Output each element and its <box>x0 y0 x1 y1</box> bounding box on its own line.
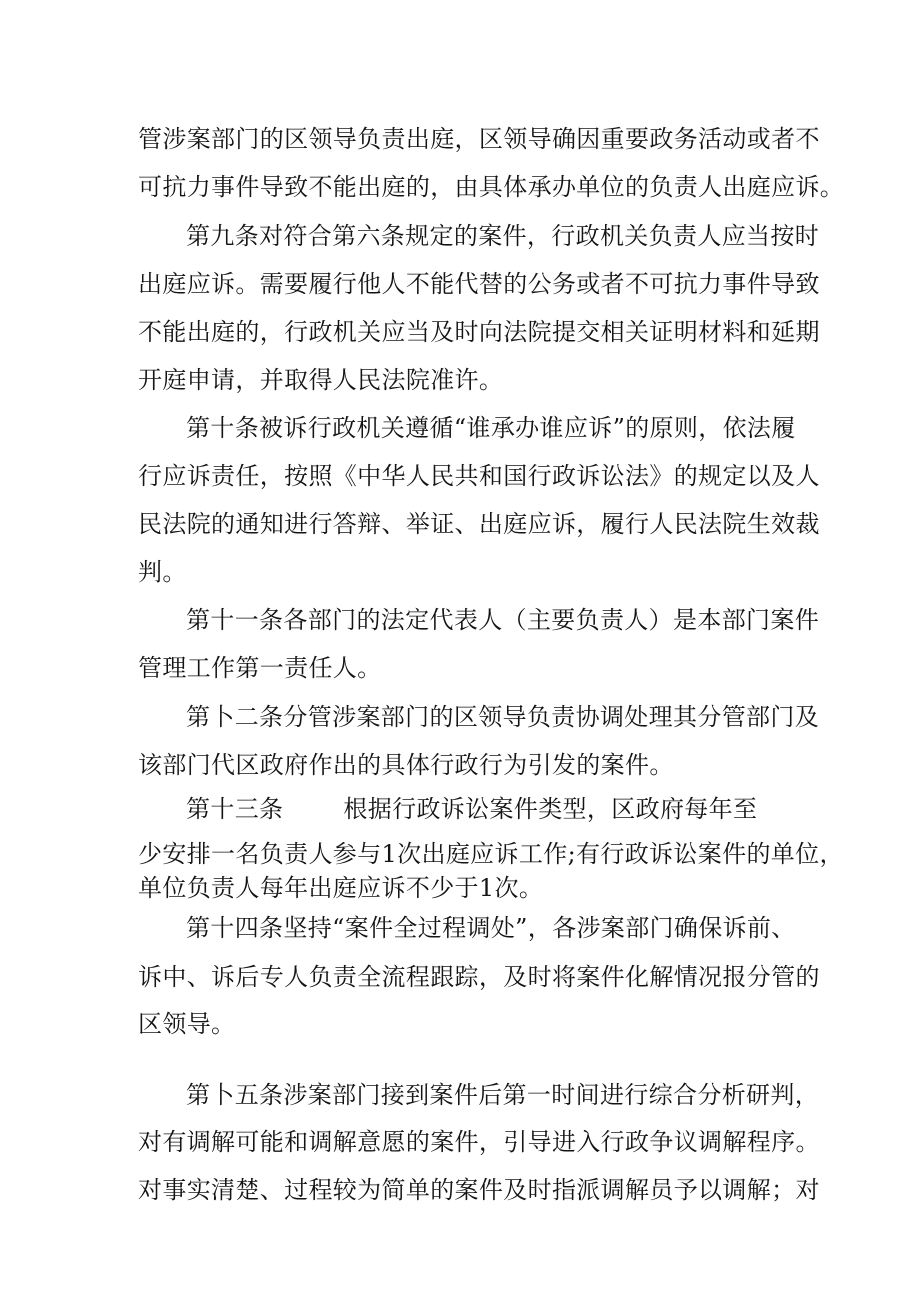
article-10-start: 第十条被诉行政机关遵循“谁承办谁应诉”的原则，依法履 <box>186 414 796 442</box>
article-9-start: 第九条对符合第六条规定的案件，行政机关负责人应当按时 <box>186 222 820 250</box>
article-15-start: 第卜五条涉案部门接到案件后第一时间进行综合分析研判， <box>186 1081 820 1109</box>
body-text-line: 区领导。 <box>138 1010 236 1038</box>
body-text-line: 可抗力事件导致不能出庭的，由具体承办单位的负责人出庭应诉。 <box>138 173 845 201</box>
body-text-line: 少安排一名负责人参与1次出庭应诉工作;有行政诉讼案件的单位， <box>138 840 844 868</box>
article-13-start <box>186 795 757 823</box>
body-text-line: 对有调解可能和调解意愿的案件，引导进入行政争议调解程序。 <box>138 1128 820 1156</box>
body-text-line: 诉中、诉后专人负责全流程跟踪，及时将案件化解情况报分管的 <box>138 963 820 991</box>
body-text-line: 开庭申请，并取得人民法院准许。 <box>138 366 504 394</box>
article-11-start: 第十一条各部门的法定代表人（主要负责人）是本部门案件 <box>186 606 820 634</box>
body-text-line: 判。 <box>138 558 187 586</box>
body-text-line: 对事实清楚、过程较为简单的案件及时指派调解员予以调解；对 <box>138 1176 820 1204</box>
body-text-line: 管理工作第一责任人。 <box>138 654 382 682</box>
body-text-line: 民法院的通知进行答辩、举证、出庭应诉，履行人民法院生效裁 <box>138 510 820 538</box>
article-13-text: 根据行政诉讼案件类型，区政府每年至 <box>343 795 758 823</box>
body-text-line: 出庭应诉。需要履行他人不能代替的公务或者不可抗力事件导致 <box>138 270 820 298</box>
body-text-line: 管涉案部门的区领导负责出庭，区领导确因重要政务活动或者不 <box>138 125 820 153</box>
article-13-heading: 第十三条 <box>186 795 284 823</box>
body-text-line: 单位负责人每年出庭应诉不少于1次。 <box>138 874 544 902</box>
body-text-line: 该部门代区政府作出的具体行政行为引发的案件。 <box>138 751 674 779</box>
article-12-start: 第卜二条分管涉案部门的区领导负责协调处理其分管部门及 <box>186 703 820 731</box>
body-text-line: 行应诉责任，按照《中华人民共和国行政诉讼法》的规定以及人 <box>138 462 820 490</box>
article-14-start: 第十四条坚持“案件全过程调处”，各涉案部门确保诉前、 <box>186 914 796 942</box>
body-text-line: 不能出庭的，行政机关应当及时向法院提交相关证明材料和延期 <box>138 318 820 346</box>
